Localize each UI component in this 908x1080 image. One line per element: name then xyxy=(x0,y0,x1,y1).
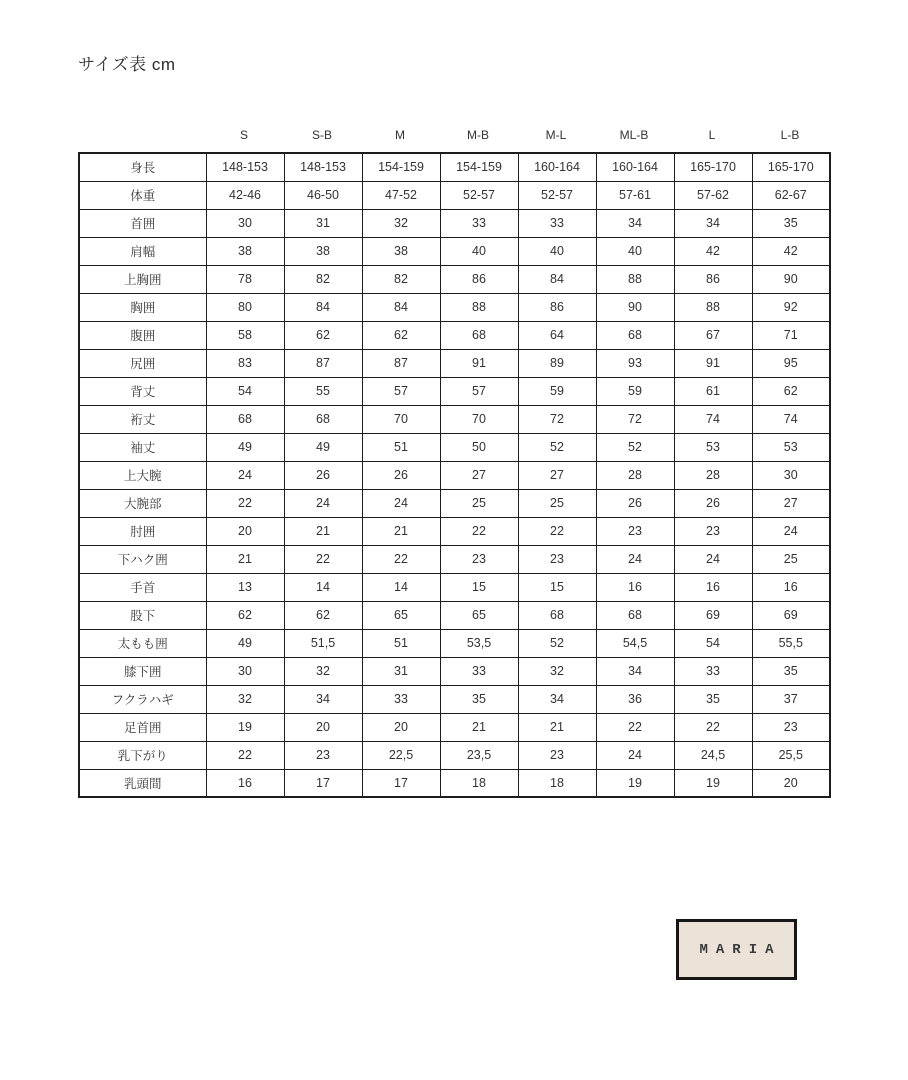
column-header: M-L xyxy=(545,128,567,142)
table-cell: 59 xyxy=(518,377,596,405)
table-cell: 23 xyxy=(518,741,596,769)
table-cell: 57 xyxy=(362,377,440,405)
row-label: 体重 xyxy=(79,181,206,209)
header-spacer xyxy=(78,128,205,142)
table-cell: 24 xyxy=(752,517,830,545)
row-label: 乳頭間 xyxy=(79,769,206,797)
table-cell: 52-57 xyxy=(518,181,596,209)
table-cell: 22 xyxy=(596,713,674,741)
row-label: 尻囲 xyxy=(79,349,206,377)
row-label: 胸囲 xyxy=(79,293,206,321)
table-cell: 68 xyxy=(440,321,518,349)
table-cell: 42 xyxy=(752,237,830,265)
table-cell: 51 xyxy=(362,629,440,657)
table-cell: 55,5 xyxy=(752,629,830,657)
table-cell: 23 xyxy=(674,517,752,545)
table-cell: 47-52 xyxy=(362,181,440,209)
maria-logo xyxy=(676,919,797,980)
table-cell: 23 xyxy=(596,517,674,545)
row-label: 膝下囲 xyxy=(79,657,206,685)
row-label: 袖丈 xyxy=(79,433,206,461)
table-cell: 70 xyxy=(440,405,518,433)
table-cell: 19 xyxy=(596,769,674,797)
table-cell: 19 xyxy=(674,769,752,797)
page-title: サイズ表 cm xyxy=(78,55,176,74)
table-cell: 24 xyxy=(596,741,674,769)
table-cell: 27 xyxy=(752,489,830,517)
table-cell: 83 xyxy=(206,349,284,377)
table-cell: 82 xyxy=(284,265,362,293)
table-row xyxy=(79,181,830,209)
table-cell: 49 xyxy=(206,433,284,461)
table-cell: 64 xyxy=(518,321,596,349)
table-cell: 57-61 xyxy=(596,181,674,209)
table-cell: 62 xyxy=(284,321,362,349)
table-row xyxy=(79,433,830,461)
table-cell: 24 xyxy=(596,545,674,573)
table-cell: 21 xyxy=(362,517,440,545)
table-cell: 84 xyxy=(518,265,596,293)
table-cell: 69 xyxy=(674,601,752,629)
row-label: 肘囲 xyxy=(79,517,206,545)
table-cell: 31 xyxy=(362,657,440,685)
table-cell: 62 xyxy=(206,601,284,629)
table-cell: 34 xyxy=(596,209,674,237)
table-cell: 88 xyxy=(596,265,674,293)
row-label: フクラハギ xyxy=(79,685,206,713)
table-cell: 165-170 xyxy=(674,153,752,181)
table-row xyxy=(79,601,830,629)
table-cell: 148-153 xyxy=(284,153,362,181)
table-cell: 25,5 xyxy=(752,741,830,769)
row-label: 大腕部 xyxy=(79,489,206,517)
table-cell: 71 xyxy=(752,321,830,349)
table-cell: 86 xyxy=(674,265,752,293)
table-cell: 92 xyxy=(752,293,830,321)
table-cell: 23 xyxy=(518,545,596,573)
row-label: 股下 xyxy=(79,601,206,629)
row-label: 上胸囲 xyxy=(79,265,206,293)
table-cell: 22 xyxy=(284,545,362,573)
table-cell: 53 xyxy=(674,433,752,461)
table-cell: 89 xyxy=(518,349,596,377)
table-cell: 62-67 xyxy=(752,181,830,209)
table-cell: 18 xyxy=(440,769,518,797)
size-column-headers xyxy=(78,128,829,142)
table-cell: 16 xyxy=(752,573,830,601)
table-cell: 53 xyxy=(752,433,830,461)
row-label: 首囲 xyxy=(79,209,206,237)
table-cell: 49 xyxy=(284,433,362,461)
table-cell: 22 xyxy=(518,517,596,545)
table-cell: 17 xyxy=(362,769,440,797)
table-cell: 74 xyxy=(752,405,830,433)
table-cell: 68 xyxy=(206,405,284,433)
table-row xyxy=(79,349,830,377)
table-cell: 165-170 xyxy=(752,153,830,181)
table-cell: 40 xyxy=(596,237,674,265)
table-cell: 27 xyxy=(518,461,596,489)
table-cell: 40 xyxy=(440,237,518,265)
table-cell: 84 xyxy=(362,293,440,321)
table-cell: 38 xyxy=(284,237,362,265)
table-cell: 52-57 xyxy=(440,181,518,209)
row-label: 太もも囲 xyxy=(79,629,206,657)
table-cell: 35 xyxy=(752,657,830,685)
size-table xyxy=(78,152,831,798)
row-label: 背丈 xyxy=(79,377,206,405)
column-header: M-B xyxy=(467,128,489,142)
table-cell: 26 xyxy=(362,461,440,489)
table-cell: 42-46 xyxy=(206,181,284,209)
table-cell: 51,5 xyxy=(284,629,362,657)
table-cell: 62 xyxy=(362,321,440,349)
table-cell: 23 xyxy=(284,741,362,769)
table-cell: 25 xyxy=(440,489,518,517)
table-cell: 25 xyxy=(518,489,596,517)
table-cell: 21 xyxy=(518,713,596,741)
column-header: S-B xyxy=(311,128,332,142)
table-cell: 22 xyxy=(206,489,284,517)
table-cell: 32 xyxy=(518,657,596,685)
table-cell: 53,5 xyxy=(440,629,518,657)
table-cell: 74 xyxy=(674,405,752,433)
table-cell: 68 xyxy=(518,601,596,629)
table-cell: 40 xyxy=(518,237,596,265)
table-cell: 35 xyxy=(440,685,518,713)
table-cell: 61 xyxy=(674,377,752,405)
table-cell: 160-164 xyxy=(518,153,596,181)
table-cell: 88 xyxy=(674,293,752,321)
table-cell: 69 xyxy=(752,601,830,629)
table-cell: 52 xyxy=(518,433,596,461)
table-cell: 54 xyxy=(674,629,752,657)
table-cell: 67 xyxy=(674,321,752,349)
row-label: 足首囲 xyxy=(79,713,206,741)
table-cell: 42 xyxy=(674,237,752,265)
table-cell: 52 xyxy=(518,629,596,657)
table-cell: 21 xyxy=(440,713,518,741)
table-cell: 34 xyxy=(674,209,752,237)
table-cell: 31 xyxy=(284,209,362,237)
table-cell: 46-50 xyxy=(284,181,362,209)
table-cell: 30 xyxy=(206,657,284,685)
table-cell: 54 xyxy=(206,377,284,405)
table-cell: 20 xyxy=(752,769,830,797)
table-cell: 24 xyxy=(674,545,752,573)
row-label: 手首 xyxy=(79,573,206,601)
table-cell: 20 xyxy=(284,713,362,741)
table-cell: 154-159 xyxy=(440,153,518,181)
table-cell: 35 xyxy=(752,209,830,237)
table-cell: 72 xyxy=(518,405,596,433)
table-cell: 13 xyxy=(206,573,284,601)
column-header: L xyxy=(708,128,716,142)
table-cell: 50 xyxy=(440,433,518,461)
table-cell: 33 xyxy=(440,209,518,237)
row-label: 下ハク囲 xyxy=(79,545,206,573)
table-cell: 33 xyxy=(518,209,596,237)
table-row xyxy=(79,517,830,545)
table-cell: 72 xyxy=(596,405,674,433)
table-cell: 16 xyxy=(206,769,284,797)
table-row xyxy=(79,265,830,293)
table-cell: 27 xyxy=(440,461,518,489)
table-cell: 28 xyxy=(596,461,674,489)
column-header: L-B xyxy=(780,128,800,142)
table-cell: 86 xyxy=(440,265,518,293)
table-cell: 34 xyxy=(284,685,362,713)
table-cell: 16 xyxy=(596,573,674,601)
table-row xyxy=(79,489,830,517)
table-cell: 34 xyxy=(596,657,674,685)
table-cell: 38 xyxy=(362,237,440,265)
table-row xyxy=(79,657,830,685)
table-cell: 26 xyxy=(674,489,752,517)
table-cell: 32 xyxy=(284,657,362,685)
table-cell: 17 xyxy=(284,769,362,797)
table-cell: 91 xyxy=(440,349,518,377)
table-row xyxy=(79,545,830,573)
table-cell: 49 xyxy=(206,629,284,657)
table-cell: 25 xyxy=(752,545,830,573)
table-cell: 21 xyxy=(206,545,284,573)
table-cell: 24 xyxy=(362,489,440,517)
table-cell: 90 xyxy=(596,293,674,321)
table-cell: 70 xyxy=(362,405,440,433)
row-label: 裄丈 xyxy=(79,405,206,433)
table-cell: 22 xyxy=(440,517,518,545)
row-label: 肩幅 xyxy=(79,237,206,265)
table-cell: 55 xyxy=(284,377,362,405)
table-cell: 34 xyxy=(518,685,596,713)
table-cell: 80 xyxy=(206,293,284,321)
table-cell: 22 xyxy=(206,741,284,769)
table-cell: 22,5 xyxy=(362,741,440,769)
table-cell: 52 xyxy=(596,433,674,461)
table-cell: 28 xyxy=(674,461,752,489)
table-row xyxy=(79,321,830,349)
column-header: M xyxy=(395,128,405,142)
table-cell: 22 xyxy=(362,545,440,573)
table-cell: 30 xyxy=(206,209,284,237)
table-cell: 26 xyxy=(284,461,362,489)
table-cell: 154-159 xyxy=(362,153,440,181)
table-row xyxy=(79,685,830,713)
row-label: 上大腕 xyxy=(79,461,206,489)
maria-logo-text: MARIA xyxy=(699,941,782,958)
table-cell: 20 xyxy=(206,517,284,545)
column-header: ML-B xyxy=(619,128,649,142)
table-cell: 51 xyxy=(362,433,440,461)
table-row xyxy=(79,377,830,405)
table-cell: 15 xyxy=(518,573,596,601)
column-header: S xyxy=(239,128,248,142)
table-cell: 37 xyxy=(752,685,830,713)
table-cell: 62 xyxy=(284,601,362,629)
table-cell: 19 xyxy=(206,713,284,741)
table-cell: 90 xyxy=(752,265,830,293)
table-cell: 18 xyxy=(518,769,596,797)
table-cell: 68 xyxy=(596,601,674,629)
table-row xyxy=(79,293,830,321)
table-cell: 54,5 xyxy=(596,629,674,657)
row-label: 腹囲 xyxy=(79,321,206,349)
table-cell: 88 xyxy=(440,293,518,321)
row-label: 乳下がり xyxy=(79,741,206,769)
table-cell: 23 xyxy=(440,545,518,573)
table-cell: 160-164 xyxy=(596,153,674,181)
table-cell: 33 xyxy=(674,657,752,685)
table-cell: 35 xyxy=(674,685,752,713)
table-cell: 95 xyxy=(752,349,830,377)
table-cell: 22 xyxy=(674,713,752,741)
table-row xyxy=(79,461,830,489)
table-row xyxy=(79,237,830,265)
table-row xyxy=(79,629,830,657)
table-cell: 33 xyxy=(440,657,518,685)
table-cell: 68 xyxy=(596,321,674,349)
table-cell: 38 xyxy=(206,237,284,265)
table-cell: 86 xyxy=(518,293,596,321)
table-cell: 84 xyxy=(284,293,362,321)
table-cell: 24,5 xyxy=(674,741,752,769)
table-cell: 33 xyxy=(362,685,440,713)
table-cell: 78 xyxy=(206,265,284,293)
table-cell: 30 xyxy=(752,461,830,489)
table-cell: 21 xyxy=(284,517,362,545)
table-cell: 32 xyxy=(206,685,284,713)
table-row xyxy=(79,573,830,601)
row-label: 身長 xyxy=(79,153,206,181)
table-cell: 14 xyxy=(284,573,362,601)
table-cell: 87 xyxy=(362,349,440,377)
table-cell: 14 xyxy=(362,573,440,601)
table-cell: 36 xyxy=(596,685,674,713)
table-cell: 93 xyxy=(596,349,674,377)
table-cell: 32 xyxy=(362,209,440,237)
table-cell: 23 xyxy=(752,713,830,741)
table-cell: 58 xyxy=(206,321,284,349)
table-cell: 23,5 xyxy=(440,741,518,769)
table-cell: 26 xyxy=(596,489,674,517)
table-cell: 24 xyxy=(206,461,284,489)
table-cell: 65 xyxy=(440,601,518,629)
table-cell: 87 xyxy=(284,349,362,377)
table-row xyxy=(79,209,830,237)
table-cell: 91 xyxy=(674,349,752,377)
table-row xyxy=(79,741,830,769)
table-row xyxy=(79,713,830,741)
table-cell: 57-62 xyxy=(674,181,752,209)
table-cell: 24 xyxy=(284,489,362,517)
table-cell: 82 xyxy=(362,265,440,293)
table-row xyxy=(79,769,830,797)
table-cell: 65 xyxy=(362,601,440,629)
table-cell: 148-153 xyxy=(206,153,284,181)
table-row xyxy=(79,153,830,181)
table-cell: 57 xyxy=(440,377,518,405)
table-cell: 68 xyxy=(284,405,362,433)
table-cell: 16 xyxy=(674,573,752,601)
table-cell: 59 xyxy=(596,377,674,405)
table-cell: 62 xyxy=(752,377,830,405)
table-cell: 15 xyxy=(440,573,518,601)
table-row xyxy=(79,405,830,433)
table-cell: 20 xyxy=(362,713,440,741)
